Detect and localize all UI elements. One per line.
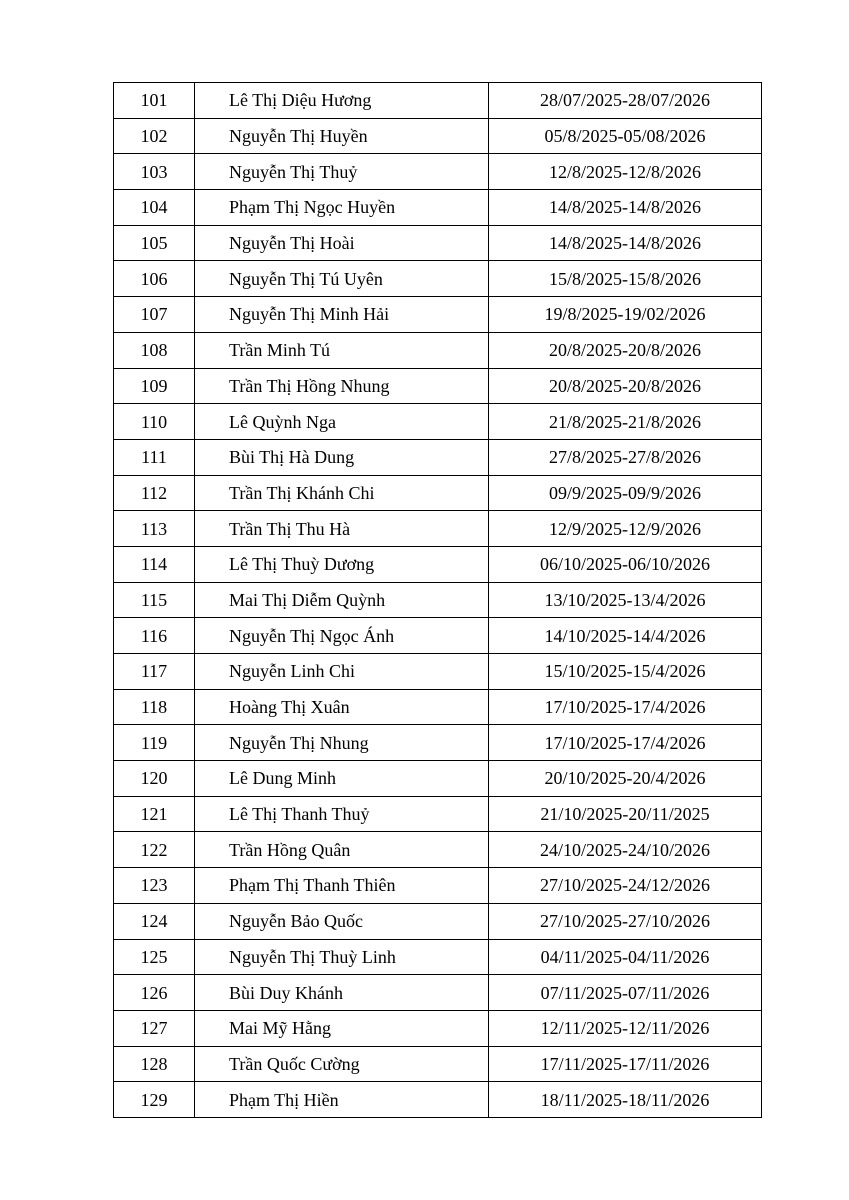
table-row [114,654,762,690]
table-row [114,368,762,404]
row-number-cell: 101 [114,83,195,119]
full-name-cell: Nguyễn Thị Huyền [195,118,489,154]
row-number-cell: 112 [114,475,195,511]
date-range-cell: 21/10/2025-20/11/2025 [489,796,762,832]
row-number-cell: 105 [114,225,195,261]
table-row [114,1082,762,1118]
full-name-cell: Trần Hồng Quân [195,832,489,868]
full-name-cell: Lê Quỳnh Nga [195,404,489,440]
date-range-cell: 14/8/2025-14/8/2026 [489,190,762,226]
row-number-cell: 113 [114,511,195,547]
full-name-cell: Nguyễn Thị Ngọc Ánh [195,618,489,654]
table-row [114,903,762,939]
date-range-cell: 14/10/2025-14/4/2026 [489,618,762,654]
full-name-cell: Lê Thị Diệu Hương [195,83,489,119]
table-row [114,618,762,654]
date-range-cell: 06/10/2025-06/10/2026 [489,546,762,582]
date-range-cell: 14/8/2025-14/8/2026 [489,225,762,261]
row-number-cell: 104 [114,190,195,226]
table-row [114,689,762,725]
table-row [114,225,762,261]
date-range-cell: 19/8/2025-19/02/2026 [489,297,762,333]
date-range-cell: 04/11/2025-04/11/2026 [489,939,762,975]
roster-table-body [114,83,762,1118]
row-number-cell: 126 [114,975,195,1011]
row-number-cell: 103 [114,154,195,190]
row-number-cell: 116 [114,618,195,654]
full-name-cell: Nguyễn Bảo Quốc [195,903,489,939]
table-row [114,725,762,761]
row-number-cell: 102 [114,118,195,154]
full-name-cell: Phạm Thị Hiền [195,1082,489,1118]
date-range-cell: 12/8/2025-12/8/2026 [489,154,762,190]
full-name-cell: Bùi Duy Khánh [195,975,489,1011]
date-range-cell: 27/8/2025-27/8/2026 [489,439,762,475]
date-range-cell: 18/11/2025-18/11/2026 [489,1082,762,1118]
table-row [114,832,762,868]
full-name-cell: Trần Quốc Cường [195,1046,489,1082]
table-row [114,868,762,904]
date-range-cell: 17/10/2025-17/4/2026 [489,725,762,761]
table-row [114,1010,762,1046]
row-number-cell: 108 [114,332,195,368]
date-range-cell: 15/10/2025-15/4/2026 [489,654,762,690]
table-row [114,975,762,1011]
table-row [114,475,762,511]
table-row [114,1046,762,1082]
row-number-cell: 122 [114,832,195,868]
full-name-cell: Lê Dung Minh [195,761,489,797]
row-number-cell: 120 [114,761,195,797]
table-row [114,154,762,190]
date-range-cell: 20/10/2025-20/4/2026 [489,761,762,797]
row-number-cell: 114 [114,546,195,582]
date-range-cell: 24/10/2025-24/10/2026 [489,832,762,868]
table-row [114,439,762,475]
table-row [114,582,762,618]
date-range-cell: 15/8/2025-15/8/2026 [489,261,762,297]
row-number-cell: 110 [114,404,195,440]
row-number-cell: 121 [114,796,195,832]
date-range-cell: 20/8/2025-20/8/2026 [489,332,762,368]
date-range-cell: 27/10/2025-24/12/2026 [489,868,762,904]
date-range-cell: 21/8/2025-21/8/2026 [489,404,762,440]
row-number-cell: 109 [114,368,195,404]
row-number-cell: 128 [114,1046,195,1082]
table-row [114,761,762,797]
full-name-cell: Bùi Thị Hà Dung [195,439,489,475]
table-row [114,332,762,368]
full-name-cell: Nguyễn Thị Nhung [195,725,489,761]
date-range-cell: 13/10/2025-13/4/2026 [489,582,762,618]
date-range-cell: 27/10/2025-27/10/2026 [489,903,762,939]
table-row [114,796,762,832]
row-number-cell: 106 [114,261,195,297]
full-name-cell: Hoàng Thị Xuân [195,689,489,725]
full-name-cell: Nguyễn Thị Thuỷ [195,154,489,190]
roster-table [113,82,762,1118]
row-number-cell: 125 [114,939,195,975]
row-number-cell: 115 [114,582,195,618]
full-name-cell: Nguyễn Thị Thuỳ Linh [195,939,489,975]
full-name-cell: Trần Thị Khánh Chi [195,475,489,511]
table-row [114,546,762,582]
table-row [114,939,762,975]
row-number-cell: 123 [114,868,195,904]
full-name-cell: Phạm Thị Ngọc Huyền [195,190,489,226]
full-name-cell: Trần Thị Thu Hà [195,511,489,547]
date-range-cell: 28/07/2025-28/07/2026 [489,83,762,119]
row-number-cell: 117 [114,654,195,690]
full-name-cell: Nguyễn Thị Minh Hải [195,297,489,333]
row-number-cell: 119 [114,725,195,761]
full-name-cell: Phạm Thị Thanh Thiên [195,868,489,904]
full-name-cell: Nguyễn Linh Chi [195,654,489,690]
full-name-cell: Lê Thị Thanh Thuỷ [195,796,489,832]
row-number-cell: 118 [114,689,195,725]
table-row [114,511,762,547]
table-row [114,297,762,333]
full-name-cell: Mai Thị Diễm Quỳnh [195,582,489,618]
full-name-cell: Mai Mỹ Hằng [195,1010,489,1046]
table-row [114,404,762,440]
date-range-cell: 12/9/2025-12/9/2026 [489,511,762,547]
date-range-cell: 17/11/2025-17/11/2026 [489,1046,762,1082]
table-row [114,190,762,226]
date-range-cell: 09/9/2025-09/9/2026 [489,475,762,511]
date-range-cell: 12/11/2025-12/11/2026 [489,1010,762,1046]
full-name-cell: Nguyễn Thị Tú Uyên [195,261,489,297]
full-name-cell: Trần Minh Tú [195,332,489,368]
table-row [114,118,762,154]
date-range-cell: 05/8/2025-05/08/2026 [489,118,762,154]
table-row [114,261,762,297]
date-range-cell: 17/10/2025-17/4/2026 [489,689,762,725]
row-number-cell: 111 [114,439,195,475]
date-range-cell: 20/8/2025-20/8/2026 [489,368,762,404]
row-number-cell: 124 [114,903,195,939]
full-name-cell: Lê Thị Thuỳ Dương [195,546,489,582]
full-name-cell: Trần Thị Hồng Nhung [195,368,489,404]
row-number-cell: 107 [114,297,195,333]
table-row [114,83,762,119]
row-number-cell: 129 [114,1082,195,1118]
full-name-cell: Nguyễn Thị Hoài [195,225,489,261]
date-range-cell: 07/11/2025-07/11/2026 [489,975,762,1011]
row-number-cell: 127 [114,1010,195,1046]
